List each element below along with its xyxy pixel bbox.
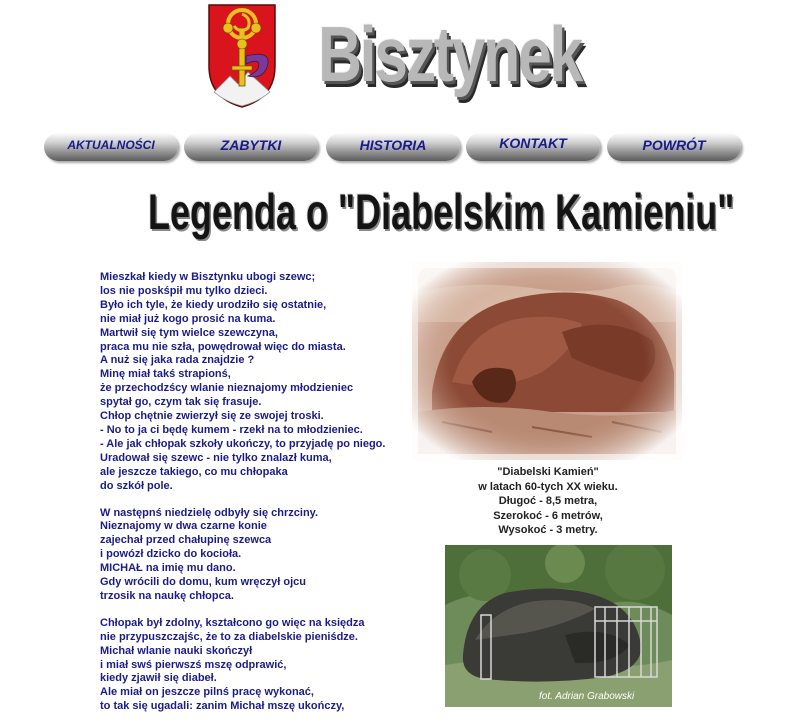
poem-line: Było ich tyle, że kiedy urodziło się ostatnie, <box>100 298 327 311</box>
poem-stanza-3 <box>100 617 410 714</box>
poem-line: Martwił się tym wielce szewczyna, <box>100 326 278 339</box>
poem-line: praca mu nie szła, powędrował więc do miasta. <box>100 340 346 353</box>
caption-line: "Diabelski Kamień" <box>497 466 599 478</box>
poem-line: że przechodzścy wlanie nieznajomy młodzieniec <box>100 382 354 395</box>
poem-line: Ale miał on jeszcze pilnś pracę wykonać, <box>100 686 314 699</box>
poem-line: Chłopak był zdolny, kształcono go więc na księdza <box>100 616 365 629</box>
nav-button-aktualnosci[interactable]: AKTUALNOŚCI <box>44 133 178 161</box>
poem-line: Mieszkał kiedy w Bisztynku ubogi szewc; <box>100 271 316 283</box>
site-title: Bisztynek <box>318 10 581 98</box>
poem-line: Nieznajomy w dwa czarne konie <box>100 520 267 533</box>
poem-line: nie miał już kogo prosić na kuma. <box>100 312 276 325</box>
page-heading: Legenda o "Diabelskim Kamieniu" <box>148 184 735 240</box>
poem-line: MICHAŁ na imię mu dano. <box>100 562 236 575</box>
photo-caption <box>440 465 656 538</box>
nav-button-powrot[interactable]: POWRÓT <box>607 133 741 161</box>
modern-stone-photo <box>445 545 672 707</box>
poem-line: nie przypuszczajśc, że to za diabelskie pieniśdze. <box>100 630 358 643</box>
poem-line: A nuż się jaka rada znajdzie ? <box>100 354 255 367</box>
coat-of-arms <box>208 4 276 108</box>
poem-stanza-2 <box>100 507 410 604</box>
photo-credit: fot. Adrian Grabowski <box>539 691 635 702</box>
poem-stanza-1 <box>100 271 410 494</box>
poem-line: do szkół pole. <box>100 479 173 492</box>
caption-line: Szerokoć - 6 metrów, <box>493 509 603 522</box>
poem-line: W następnś niedzielę odbyły się chrzciny. <box>100 506 319 519</box>
poem-line: kiedy zjawił się diabeł. <box>100 672 217 685</box>
nav-button-historia[interactable]: HISTORIA <box>326 133 460 161</box>
poem-line: i powózł dzicko do kocioła. <box>100 548 242 561</box>
site-title-logo <box>318 6 580 108</box>
poem-line: - No to ja ci będę kumem - rzekł na to młodzieniec. <box>100 423 363 436</box>
poem-line: los nie poskśpił mu tylko dzieci. <box>100 284 268 297</box>
poem-line: i miał swś pierwszś mszę odprawić, <box>100 658 287 671</box>
page-heading-wrap <box>148 180 735 244</box>
poem-line: - Ale jak chłopak szkoły ukończy, to przyjadę po niego. <box>100 437 386 450</box>
poem-line: to tak się ugadali: zanim Michał mszę ukończy, <box>100 700 345 713</box>
nav-button-kontakt[interactable]: KONTAKT <box>466 133 600 161</box>
poem-line: zajechał przed chałupinę szewca <box>100 534 272 547</box>
poem-line: trzosik na naukę chłopca. <box>100 589 234 602</box>
poem-line: Chłop chętnie zwierzył się ze swojej troski. <box>100 410 324 423</box>
poem-line: Minę miał takś strapionś, <box>100 368 231 381</box>
legend-poem <box>100 271 410 727</box>
poem-line: spytał go, czym tak się frasuje. <box>100 396 262 409</box>
poem-line: Gdy wrócili do domu, kum wręczył ojcu <box>100 576 306 589</box>
nav-button-zabytki[interactable]: ZABYTKI <box>184 133 318 161</box>
caption-line: w latach 60-tych XX wieku. <box>478 480 618 493</box>
main-nav <box>44 133 744 163</box>
historic-stone-photo <box>412 262 682 460</box>
caption-line: Wysokoć - 3 metry. <box>498 524 598 536</box>
poem-line: Michał wlanie nauki skończył <box>100 644 253 657</box>
poem-line: ale jeszcze takiego, co mu chłopaka <box>100 465 288 478</box>
caption-line: Długoć - 8,5 metra, <box>498 495 598 507</box>
poem-line: Uradował się szewc - nie tylko znalazł kuma, <box>100 451 332 464</box>
